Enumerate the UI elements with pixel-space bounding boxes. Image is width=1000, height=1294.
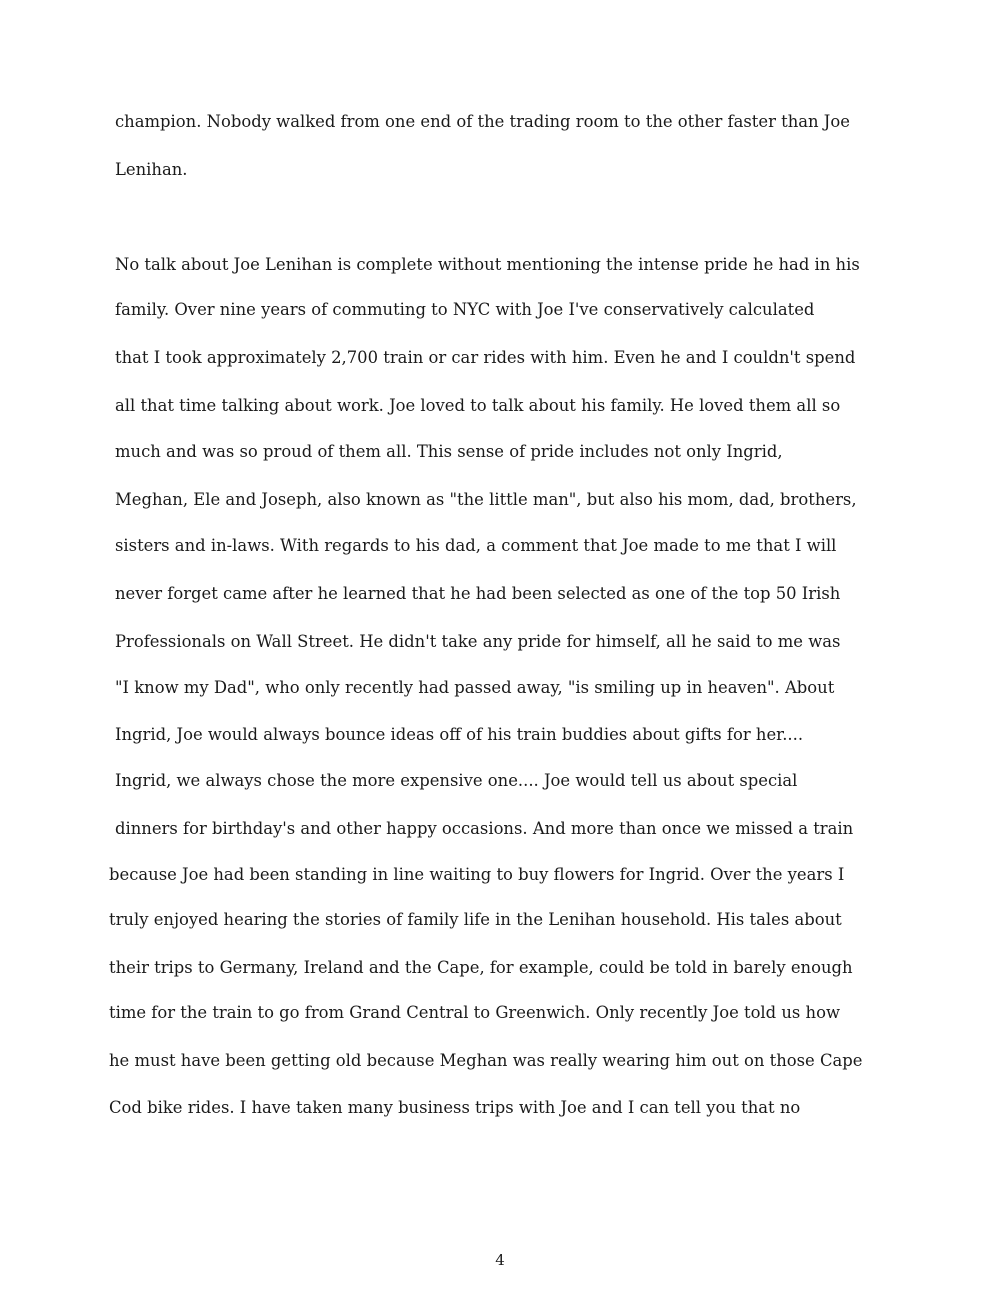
text-line: their trips to Germany, Ireland and the Cape, for example, could be told in barely enough [109, 958, 853, 977]
text-line: No talk about Joe Lenihan is complete without mentioning the intense pride he had in his [115, 255, 860, 274]
text-line: Ingrid, Joe would always bounce ideas off of his train buddies about gifts for her.... [115, 725, 804, 744]
text-line: family. Over nine years of commuting to NYC with Joe I've conservatively calculated [115, 300, 815, 319]
text-line: Cod bike rides. I have taken many business trips with Joe and I can tell you that no [109, 1098, 801, 1117]
text-line: champion. Nobody walked from one end of the trading room to the other faster than Joe [115, 112, 850, 131]
text-line: that I took approximately 2,700 train or car rides with him. Even he and I couldn't spend [115, 348, 856, 367]
text-line: he must have been getting old because Meghan was really wearing him out on those Cape [109, 1051, 863, 1070]
text-line: Ingrid, we always chose the more expensive one.... Joe would tell us about special [115, 771, 798, 790]
text-line: Lenihan. [115, 160, 188, 179]
text-line: time for the train to go from Grand Central to Greenwich. Only recently Joe told us how [109, 1003, 841, 1022]
text-line: because Joe had been standing in line waiting to buy flowers for Ingrid. Over the years I [109, 865, 845, 884]
text-line: never forget came after he learned that he had been selected as one of the top 50 Irish [115, 584, 841, 603]
page-number: 4 [495, 1251, 505, 1269]
text-line: truly enjoyed hearing the stories of family life in the Lenihan household. His tales about [109, 910, 842, 929]
text-line: dinners for birthday's and other happy occasions. And more than once we missed a train [115, 819, 854, 838]
text-line: Professionals on Wall Street. He didn't take any pride for himself, all he said to me was [115, 632, 841, 651]
text-line: "I know my Dad", who only recently had passed away, "is smiling up in heaven". About [115, 678, 835, 697]
text-line: all that time talking about work. Joe loved to talk about his family. He loved them all so [115, 396, 841, 415]
text-line: Meghan, Ele and Joseph, also known as "the little man", but also his mom, dad, brothers, [115, 490, 857, 509]
text-line: much and was so proud of them all. This sense of pride includes not only Ingrid, [115, 442, 783, 461]
text-line: sisters and in-laws. With regards to his dad, a comment that Joe made to me that I will [115, 536, 837, 555]
